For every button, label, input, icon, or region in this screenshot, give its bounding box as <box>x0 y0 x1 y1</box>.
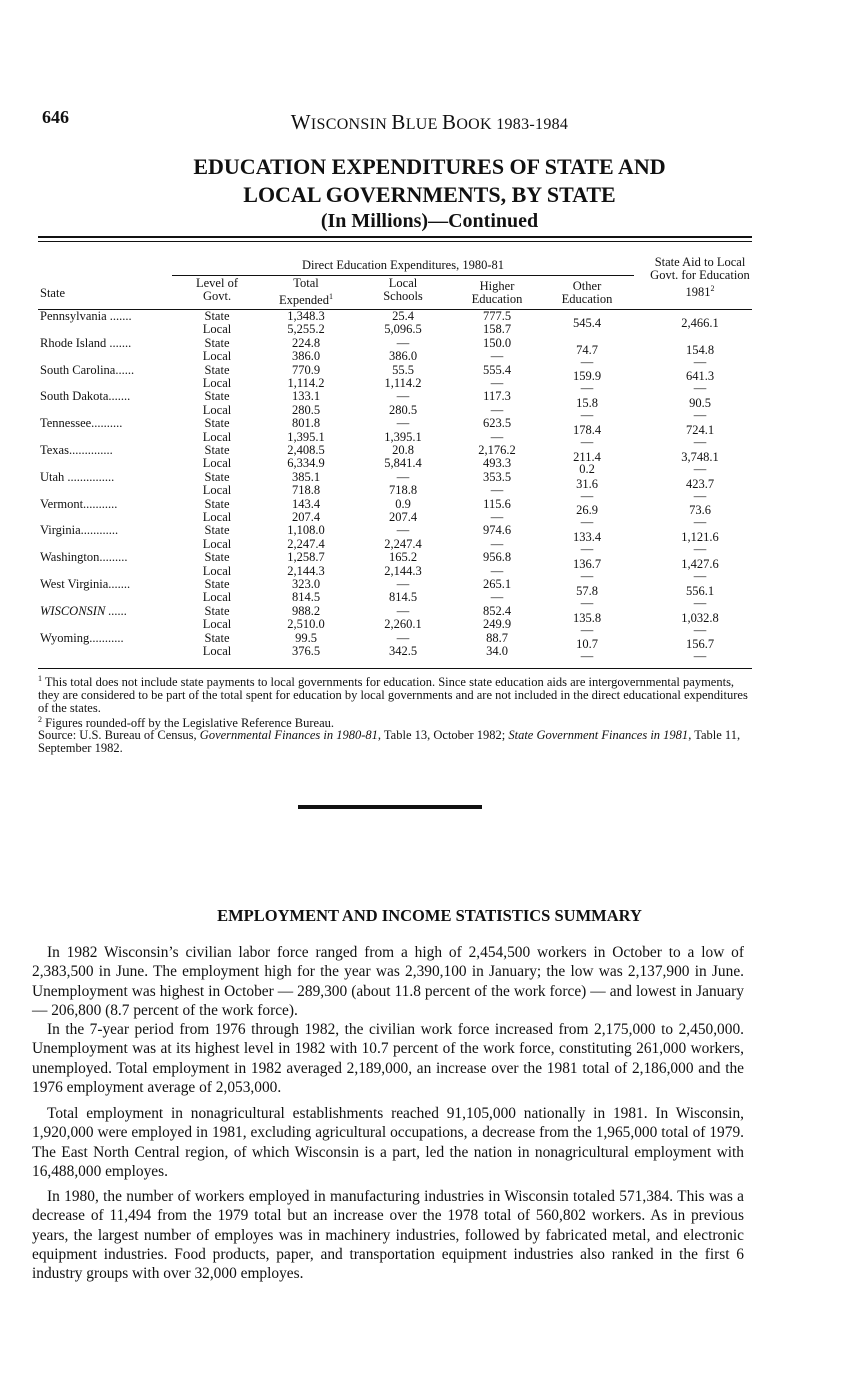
state-name: Pennsylvania ....... <box>40 309 132 323</box>
col-header-higher-education: Higher Education <box>471 279 523 306</box>
cell-higher-education: 158.7 <box>482 322 512 337</box>
table-top-rule <box>38 236 752 238</box>
cell-local-schools: 2,144.3 <box>384 563 422 578</box>
cell-level: State <box>204 523 230 538</box>
cell-local-schools: 0.9 <box>395 496 411 511</box>
col-header-state-aid: State Aid to Local Govt. for Education 1981$^2$ <box>650 255 750 300</box>
cell-higher-education: — <box>490 349 504 364</box>
cell-total: 224.8 <box>291 335 321 350</box>
cell-local-schools: — <box>396 469 410 484</box>
cell-higher-education: — <box>490 536 504 551</box>
paragraph-4: In 1980, the number of workers employed in manufacturing industries in Wisconsin totaled 571,384. This was a decrease of 11,494 from the 1979 total but an increase over the 1978 total of 560,802 workers. As in previous years, the largest number of employes was in machinery industries, followed by fabricated metal, and electronic equipment industries. Food products, paper, and transportation equipment industries also ranked in the first 6 industry groups with over 32,000 employes. <box>32 1188 744 1283</box>
state-name: Wyoming........... <box>40 630 124 645</box>
cell-state-aid-local: — <box>693 434 707 449</box>
table-bottom-rule <box>38 668 752 669</box>
source-note: Source: U.S. Bureau of Census, Governmental Finances in 1980-81, Table 13, October 1982; State Government Finances in 1981, Table 11, September 1982. <box>38 728 741 755</box>
cell-higher-education: — <box>490 429 504 444</box>
cell-state-aid-local: — <box>693 622 707 637</box>
cell-other-education: 57.8 <box>576 583 598 598</box>
cell-state-aid: 1,427.6 <box>681 556 719 571</box>
state-name: Utah ............... <box>40 469 115 484</box>
cell-other-education-local: — <box>580 515 594 530</box>
paragraph-1: In 1982 Wisconsin’s civilian labor force ranged from a high of 2,454,500 workers in October to a low of 2,383,500 in June. The employment high for the year was 2,390,100 in January; the low was 2,137,900 in June. Unemployment was highest in October — 289,300 (about 11.8 percent of the work force) — and lowest in January — 206,800 (8.7 percent of the work force). <box>32 944 744 1019</box>
cell-state-aid: 556.1 <box>685 583 715 598</box>
group-header: Direct Education Expenditures, 1980-81 <box>301 258 505 272</box>
cell-higher-education: 265.1 <box>482 577 512 591</box>
cell-local-schools: — <box>396 630 410 645</box>
state-name: South Dakota....... <box>40 389 131 404</box>
cell-level: State <box>204 577 230 591</box>
cell-total: 99.5 <box>295 630 317 645</box>
cell-level: Local <box>202 349 232 364</box>
footnote-2: $^2$ Figures rounded-off by the Legislative Reference Bureau. <box>38 715 335 731</box>
paragraph-2: In the 7-year period from 1976 through 1982, the civilian work force increased from 2,175,000 to 2,450,000. Unemployment was at its highest level in 1982 with 10.7 percent of the work force, constituting 261,000 workers, unemployed. Total employment in 1982 averaged 2,189,000, an increase over the 1981 total of 2,186,000 and the 1976 employment average of 2,053,000. <box>32 1021 744 1096</box>
cell-level: Local <box>202 483 232 498</box>
cell-other-education: 10.7 <box>576 637 598 652</box>
section-separator <box>298 805 482 809</box>
table-title-line-3: (In Millions)—Continued <box>320 210 539 232</box>
cell-other-education: 135.8 <box>572 610 602 625</box>
cell-total: 386.0 <box>291 349 321 364</box>
cell-state-aid-local: — <box>693 408 707 423</box>
cell-level: State <box>204 335 230 350</box>
cell-level: State <box>204 603 230 618</box>
state-name: Rhode Island ....... <box>40 335 132 350</box>
cell-local-schools: 1,114.2 <box>384 376 422 390</box>
cell-local-schools: — <box>396 523 410 538</box>
state-name: Washington......... <box>40 550 128 565</box>
cell-other-education: 211.4 <box>573 449 601 464</box>
cell-state-aid-local: — <box>693 542 707 557</box>
cell-total: 2,144.3 <box>287 563 325 578</box>
cell-level: Local <box>202 536 232 551</box>
cell-other-education-local: — <box>580 434 594 449</box>
cell-total: 2,408.5 <box>287 443 325 457</box>
cell-other-education-local: — <box>580 408 594 423</box>
cell-level: State <box>204 550 230 565</box>
page-number: 646 <box>42 107 69 127</box>
cell-local-schools: 5,096.5 <box>384 322 422 337</box>
cell-higher-education: — <box>490 510 504 524</box>
cell-level: Local <box>202 402 232 417</box>
cell-level: Local <box>202 590 232 605</box>
footnote-1: $^1$ This total does not include state payments to local governments for education. Since state education aids are intergovernmental payments, they are considered to be part of the total spent for education by local governments and are not included in the direct educational expenditures of the states. <box>38 674 748 716</box>
table-top-rule-2 <box>38 241 752 242</box>
cell-state-aid: 641.3 <box>685 369 715 384</box>
cell-total: 988.2 <box>291 603 321 618</box>
cell-total: 6,334.9 <box>287 456 325 471</box>
cell-level: State <box>204 362 230 377</box>
cell-higher-education: 956.8 <box>482 550 512 565</box>
cell-other-education-local: — <box>580 622 594 637</box>
cell-state-aid: 1,032.8 <box>681 610 719 625</box>
cell-state-aid-local: — <box>693 354 707 369</box>
cell-level: Local <box>202 563 232 578</box>
cell-higher-education: 115.6 <box>483 496 511 511</box>
cell-level: State <box>204 443 230 457</box>
cell-state-aid-local: — <box>693 595 707 610</box>
table-title-line-2: LOCAL GOVERNMENTS, BY STATE <box>243 182 616 207</box>
cell-state-aid: 73.6 <box>689 503 711 518</box>
cell-other-education: 136.7 <box>572 556 602 571</box>
cell-higher-education: 852.4 <box>482 603 512 618</box>
cell-other-education-local: — <box>580 568 594 583</box>
cell-higher-education: 353.5 <box>482 469 512 484</box>
cell-local-schools: — <box>396 389 410 404</box>
cell-state-aid-local: — <box>693 381 707 396</box>
cell-local-schools: 165.2 <box>388 550 418 565</box>
cell-local-schools: — <box>396 335 410 350</box>
cell-higher-education: 493.3 <box>482 456 512 471</box>
state-name: Virginia............ <box>40 523 119 538</box>
cell-level: Local <box>202 322 232 337</box>
cell-other-education-local: — <box>580 649 594 664</box>
cell-state-aid: 3,748.1 <box>681 449 719 464</box>
cell-level: State <box>204 416 230 431</box>
cell-local-schools: 814.5 <box>388 590 418 605</box>
cell-local-schools: 718.8 <box>388 483 418 498</box>
cell-higher-education: 34.0 <box>486 644 508 658</box>
cell-higher-education: — <box>490 376 504 390</box>
state-name: South Carolina...... <box>40 362 135 377</box>
cell-other-education-local: — <box>580 354 594 369</box>
cell-level: State <box>204 469 230 484</box>
cell-state-aid-local: — <box>693 649 707 664</box>
cell-local-schools: 20.8 <box>392 443 414 457</box>
cell-local-schools: 55.5 <box>392 362 414 377</box>
col-header-level: Level of Govt. <box>196 276 238 303</box>
cell-local-schools: — <box>396 416 410 431</box>
cell-level: State <box>204 630 230 645</box>
cell-level: Local <box>202 510 232 524</box>
state-name: Texas.............. <box>40 443 113 457</box>
state-name: Vermont........... <box>40 496 118 511</box>
cell-local-schools: 280.5 <box>388 402 418 417</box>
cell-total: 1,108.0 <box>287 523 325 538</box>
cell-total: 280.5 <box>291 402 321 417</box>
cell-state-aid: 2,466.1 <box>681 315 719 330</box>
cell-other-education-local: — <box>580 488 594 503</box>
cell-level: Local <box>202 644 232 658</box>
cell-other-education: 159.9 <box>572 369 602 384</box>
cell-total: 1,114.2 <box>287 376 325 390</box>
cell-total: 801.8 <box>291 416 321 431</box>
cell-total: 1,348.3 <box>287 309 325 323</box>
cell-higher-education: 974.6 <box>482 523 512 538</box>
state-name: Tennessee.......... <box>40 416 123 431</box>
cell-level: Local <box>202 376 232 390</box>
cell-higher-education: — <box>490 402 504 417</box>
cell-local-schools: — <box>396 603 410 618</box>
cell-local-schools: 5,841.4 <box>384 456 422 471</box>
cell-other-education-local: — <box>580 542 594 557</box>
cell-local-schools: 2,260.1 <box>384 617 422 632</box>
cell-total: 770.9 <box>291 362 321 377</box>
section-heading: EMPLOYMENT AND INCOME STATISTICS SUMMARY <box>217 906 642 925</box>
cell-total: 814.5 <box>291 590 321 605</box>
cell-total: 207.4 <box>291 510 321 524</box>
cell-total: 2,510.0 <box>287 617 325 632</box>
cell-higher-education: 88.7 <box>486 630 508 645</box>
cell-other-education: 545.4 <box>572 315 602 330</box>
cell-state-aid: 156.7 <box>685 637 715 652</box>
cell-state-aid-local: — <box>693 515 707 530</box>
cell-local-schools: 386.0 <box>388 349 418 364</box>
cell-higher-education: 777.5 <box>482 309 512 323</box>
cell-total: 1,258.7 <box>287 550 325 565</box>
cell-state-aid: 90.5 <box>689 396 711 411</box>
cell-local-schools: 2,247.4 <box>384 536 422 551</box>
cell-higher-education: 249.9 <box>482 617 512 632</box>
cell-other-education: 26.9 <box>576 503 598 518</box>
running-head: WISCONSIN BLUE BOOK 1983-1984 <box>290 110 569 134</box>
cell-total: 143.4 <box>291 496 321 511</box>
cell-local-schools: 25.4 <box>392 309 414 323</box>
cell-state-aid: 1,121.6 <box>681 530 719 545</box>
col-header-state: State <box>40 286 65 300</box>
cell-other-education-local: 0.2 <box>579 461 595 476</box>
cell-local-schools: — <box>396 577 410 591</box>
cell-state-aid-local: — <box>693 461 707 476</box>
cell-total: 1,395.1 <box>287 429 325 444</box>
cell-total: 2,247.4 <box>287 536 325 551</box>
cell-higher-education: 555.4 <box>482 362 512 377</box>
cell-total: 376.5 <box>291 644 321 658</box>
cell-other-education: 133.4 <box>572 530 602 545</box>
cell-level: State <box>204 496 230 511</box>
cell-state-aid-local: — <box>693 568 707 583</box>
cell-higher-education: 117.3 <box>483 389 511 404</box>
cell-state-aid-local: — <box>693 488 707 503</box>
cell-state-aid: 423.7 <box>685 476 715 491</box>
state-name: WISCONSIN ...... <box>40 603 128 618</box>
col-header-other-education: Other Education <box>561 279 613 306</box>
cell-other-education: 31.6 <box>576 476 598 491</box>
col-header-local-schools: Local Schools <box>383 276 423 303</box>
cell-total: 385.1 <box>291 469 321 484</box>
col-header-total: Total Expended$^1$ <box>279 276 333 308</box>
cell-other-education-local: — <box>580 381 594 396</box>
cell-other-education-local: — <box>580 595 594 610</box>
state-name: West Virginia....... <box>40 577 131 591</box>
cell-level: Local <box>202 617 232 632</box>
cell-state-aid: 154.8 <box>685 342 715 357</box>
cell-other-education: 178.4 <box>572 422 602 437</box>
cell-other-education: 15.8 <box>576 396 598 411</box>
cell-higher-education: — <box>490 563 504 578</box>
cell-higher-education: 150.0 <box>482 335 512 350</box>
cell-total: 5,255.2 <box>287 322 325 337</box>
cell-local-schools: 342.5 <box>388 644 418 658</box>
cell-level: State <box>204 309 230 323</box>
cell-total: 323.0 <box>291 577 321 591</box>
cell-higher-education: 2,176.2 <box>478 443 516 457</box>
paragraph-3: Total employment in nonagricultural establishments reached 91,105,000 nationally in 1981. In Wisconsin, 1,920,000 were employed in 1981, excluding agricultural occupations, a decrease from the 1,965,000 total of 1979. The East North Central region, of which Wisconsin is a part, led the nation in nonagricultural employment with 16,488,000 employes. <box>32 1105 744 1180</box>
cell-higher-education: — <box>490 483 504 498</box>
cell-total: 133.1 <box>291 389 321 404</box>
cell-level: Local <box>202 456 232 471</box>
table-title-line-1: EDUCATION EXPENDITURES OF STATE AND <box>193 154 666 179</box>
cell-level: Local <box>202 429 232 444</box>
cell-other-education: 74.7 <box>576 342 598 357</box>
cell-local-schools: 1,395.1 <box>384 429 422 444</box>
cell-total: 718.8 <box>291 483 321 498</box>
cell-state-aid: 724.1 <box>685 422 715 437</box>
cell-higher-education: 623.5 <box>482 416 512 431</box>
cell-local-schools: 207.4 <box>388 510 418 524</box>
cell-higher-education: — <box>490 590 504 605</box>
cell-level: State <box>204 389 230 404</box>
